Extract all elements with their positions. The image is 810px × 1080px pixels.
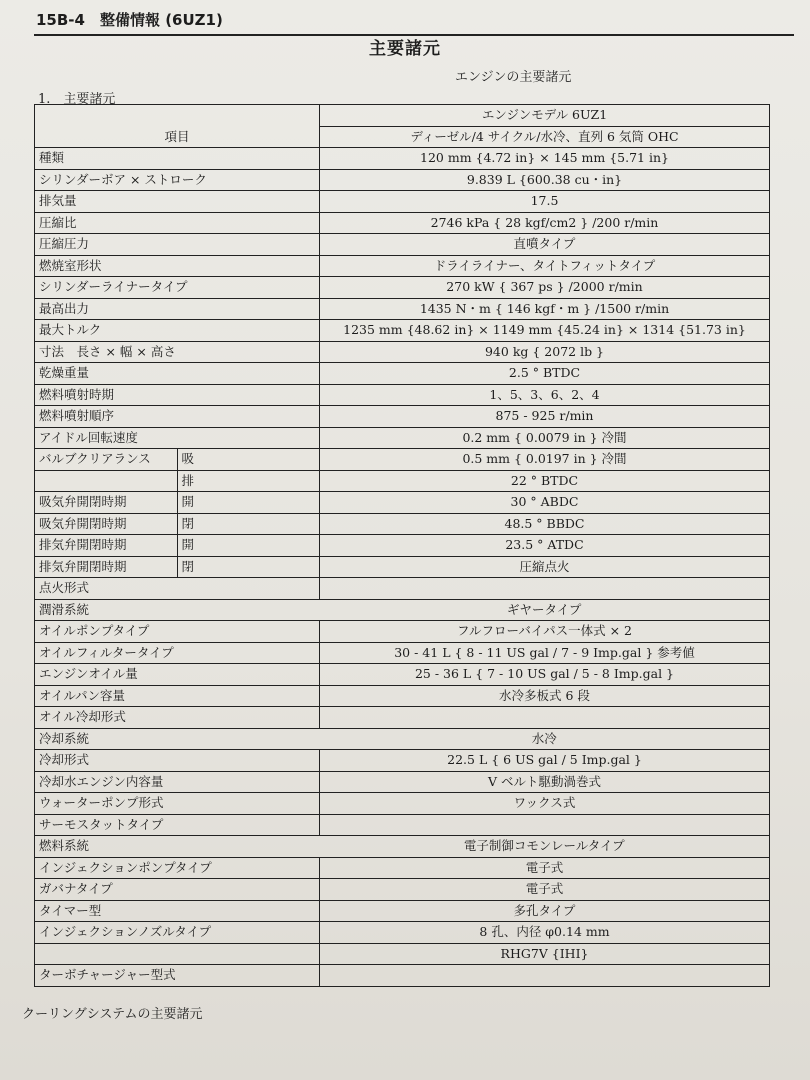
row-value: 電子式: [320, 879, 770, 901]
table-row: [35, 449, 770, 471]
section-row: [35, 599, 770, 621]
row-label: 点火形式: [35, 578, 320, 600]
row-label: オイルパン容量: [35, 685, 320, 707]
row-value: 直噴タイプ: [320, 234, 770, 256]
table-row: [35, 255, 770, 277]
table-row: [35, 148, 770, 170]
row-label: ターボチャージャー型式: [35, 965, 320, 987]
table-row: [35, 556, 770, 578]
row-label: サーモスタットタイプ: [35, 814, 320, 836]
row-sub-label: 開: [177, 492, 320, 514]
row-label: 最大トルク: [35, 320, 320, 342]
row-label: バルブクリアランス: [35, 449, 178, 471]
row-label: 乾燥重量: [35, 363, 320, 385]
row-value: 多孔タイプ: [320, 900, 770, 922]
row-value: 電子式: [320, 857, 770, 879]
table-row: [35, 470, 770, 492]
page-title: 主要諸元: [369, 39, 441, 59]
row-value: 22 ° BTDC: [320, 470, 770, 492]
row-value: 22.5 L { 6 US gal / 5 Imp.gal }: [320, 750, 770, 772]
column-header-item: 項目: [35, 126, 320, 148]
table-row: [35, 320, 770, 342]
row-value: 0.5 mm { 0.0197 in } 冷間: [320, 449, 770, 471]
row-value: 30 ° ABDC: [320, 492, 770, 514]
row-label: オイルフィルタータイプ: [35, 642, 320, 664]
row-value: 水冷多板式 6 段: [320, 685, 770, 707]
table-row: [35, 664, 770, 686]
table-row: [35, 857, 770, 879]
row-label: 圧縮比: [35, 212, 320, 234]
row-value: 23.5 ° ATDC: [320, 535, 770, 557]
row-sub-label: 吸: [177, 449, 320, 471]
row-value: ギヤータイプ: [320, 599, 770, 621]
row-label: 圧縮圧力: [35, 234, 320, 256]
table-row: [35, 427, 770, 449]
table-row: [35, 793, 770, 815]
table-row: [35, 642, 770, 664]
table-row: [35, 814, 770, 836]
row-value: 940 kg { 2072 lb }: [320, 341, 770, 363]
row-value: [320, 707, 770, 729]
row-label: シリンダーライナータイプ: [35, 277, 320, 299]
table-caption: エンジンの主要諸元: [455, 70, 572, 85]
row-label: 最高出力: [35, 298, 320, 320]
row-value: 圧縮点火: [320, 556, 770, 578]
section-label: 潤滑系統: [35, 599, 320, 621]
row-label: タイマー型: [35, 900, 320, 922]
row-label: エンジンオイル量: [35, 664, 320, 686]
table-row: [35, 298, 770, 320]
table-model-row: [35, 105, 770, 127]
row-label: 排気量: [35, 191, 320, 213]
row-value: ドライライナー、タイトフィットタイプ: [320, 255, 770, 277]
row-label: 燃焼室形状: [35, 255, 320, 277]
row-value: ワックス式: [320, 793, 770, 815]
section-row: [35, 728, 770, 750]
row-label: インジェクションポンプタイプ: [35, 857, 320, 879]
table-corner: [35, 105, 320, 127]
table-row-value: ディーゼル/4 サイクル/水冷、直列 6 気筒 OHC: [320, 126, 770, 148]
table-row: [35, 965, 770, 987]
row-label: 燃料噴射順序: [35, 406, 320, 428]
row-label: オイル冷却形式: [35, 707, 320, 729]
row-sub-label: 開: [177, 535, 320, 557]
header-title: 15B-4 整備情報 (6UZ1): [36, 11, 223, 29]
table-row: [35, 169, 770, 191]
row-value: 2.5 ° BTDC: [320, 363, 770, 385]
row-sub-label: 排: [177, 470, 320, 492]
table-row: [35, 900, 770, 922]
table-row: [35, 212, 770, 234]
row-value: 270 kW { 367 ps } /2000 r/min: [320, 277, 770, 299]
table-row: [35, 707, 770, 729]
section-label: 冷却系統: [35, 728, 320, 750]
table-row: [35, 922, 770, 944]
row-label: 排気弁開閉時期: [35, 556, 178, 578]
table-row: [35, 685, 770, 707]
row-value: 2746 kPa { 28 kgf/cm2 } /200 r/min: [320, 212, 770, 234]
row-label: 排気弁開閉時期: [35, 535, 178, 557]
spec-table: [34, 104, 770, 987]
row-label: 種類: [35, 148, 320, 170]
row-label: ガバナタイプ: [35, 879, 320, 901]
row-label: [35, 470, 178, 492]
row-value: 9.839 L {600.38 cu・in}: [320, 169, 770, 191]
section-heading: 1. 主要諸元: [38, 92, 116, 107]
row-sub-label: 閉: [177, 513, 320, 535]
table-row: [35, 492, 770, 514]
row-value: V ベルト駆動渦巻式: [320, 771, 770, 793]
row-label: [35, 943, 320, 965]
next-section-caption: クーリングシステムの主要諸元: [22, 1007, 203, 1022]
table-header-row: [35, 126, 770, 148]
table-row: [35, 621, 770, 643]
row-value: [320, 965, 770, 987]
row-value: 120 mm {4.72 in} × 145 mm {5.71 in}: [320, 148, 770, 170]
row-value: 1235 mm {48.62 in} × 1149 mm {45.24 in} × 1314 {51.73 in}: [320, 320, 770, 342]
row-value: フルフローバイパス一体式 × 2: [320, 621, 770, 643]
row-label: アイドル回転速度: [35, 427, 320, 449]
section-label: 燃料系統: [35, 836, 320, 858]
table-row: [35, 384, 770, 406]
row-value: 17.5: [320, 191, 770, 213]
table-row: [35, 277, 770, 299]
row-label: インジェクションノズルタイプ: [35, 922, 320, 944]
table-row: [35, 191, 770, 213]
row-value: 48.5 ° BBDC: [320, 513, 770, 535]
row-value: 1、5、3、6、2、4: [320, 384, 770, 406]
row-value: 8 孔、内径 φ0.14 mm: [320, 922, 770, 944]
table-row: [35, 578, 770, 600]
row-value: 30 - 41 L { 8 - 11 US gal / 7 - 9 Imp.gal } 参考値: [320, 642, 770, 664]
table-row: [35, 535, 770, 557]
row-label: シリンダーボア × ストローク: [35, 169, 320, 191]
table-row: [35, 341, 770, 363]
row-label: オイルポンプタイプ: [35, 621, 320, 643]
page-header: [34, 8, 794, 36]
row-label: 吸気弁開閉時期: [35, 513, 178, 535]
row-label: 冷却水エンジン内容量: [35, 771, 320, 793]
table-row: [35, 879, 770, 901]
table-row: [35, 771, 770, 793]
section-row: [35, 836, 770, 858]
row-sub-label: 閉: [177, 556, 320, 578]
row-value: 0.2 mm { 0.0079 in } 冷間: [320, 427, 770, 449]
row-label: 寸法 長さ × 幅 × 高さ: [35, 341, 320, 363]
row-label: 吸気弁開閉時期: [35, 492, 178, 514]
row-value: 25 - 36 L { 7 - 10 US gal / 5 - 8 Imp.gal }: [320, 664, 770, 686]
table-row: [35, 750, 770, 772]
row-value: RHG7V {IHI}: [320, 943, 770, 965]
table-row: [35, 234, 770, 256]
table-row: [35, 363, 770, 385]
row-value: [320, 578, 770, 600]
engine-model-label: エンジンモデル 6UZ1: [320, 105, 770, 127]
table-row: [35, 513, 770, 535]
row-value: 1435 N・m { 146 kgf・m } /1500 r/min: [320, 298, 770, 320]
row-value: 水冷: [320, 728, 770, 750]
row-label: 燃料噴射時期: [35, 384, 320, 406]
row-label: 冷却形式: [35, 750, 320, 772]
row-value: [320, 814, 770, 836]
table-row: [35, 943, 770, 965]
table-row: [35, 406, 770, 428]
row-value: 875 - 925 r/min: [320, 406, 770, 428]
row-label: ウォーターポンプ形式: [35, 793, 320, 815]
row-value: 電子制御コモンレールタイプ: [320, 836, 770, 858]
